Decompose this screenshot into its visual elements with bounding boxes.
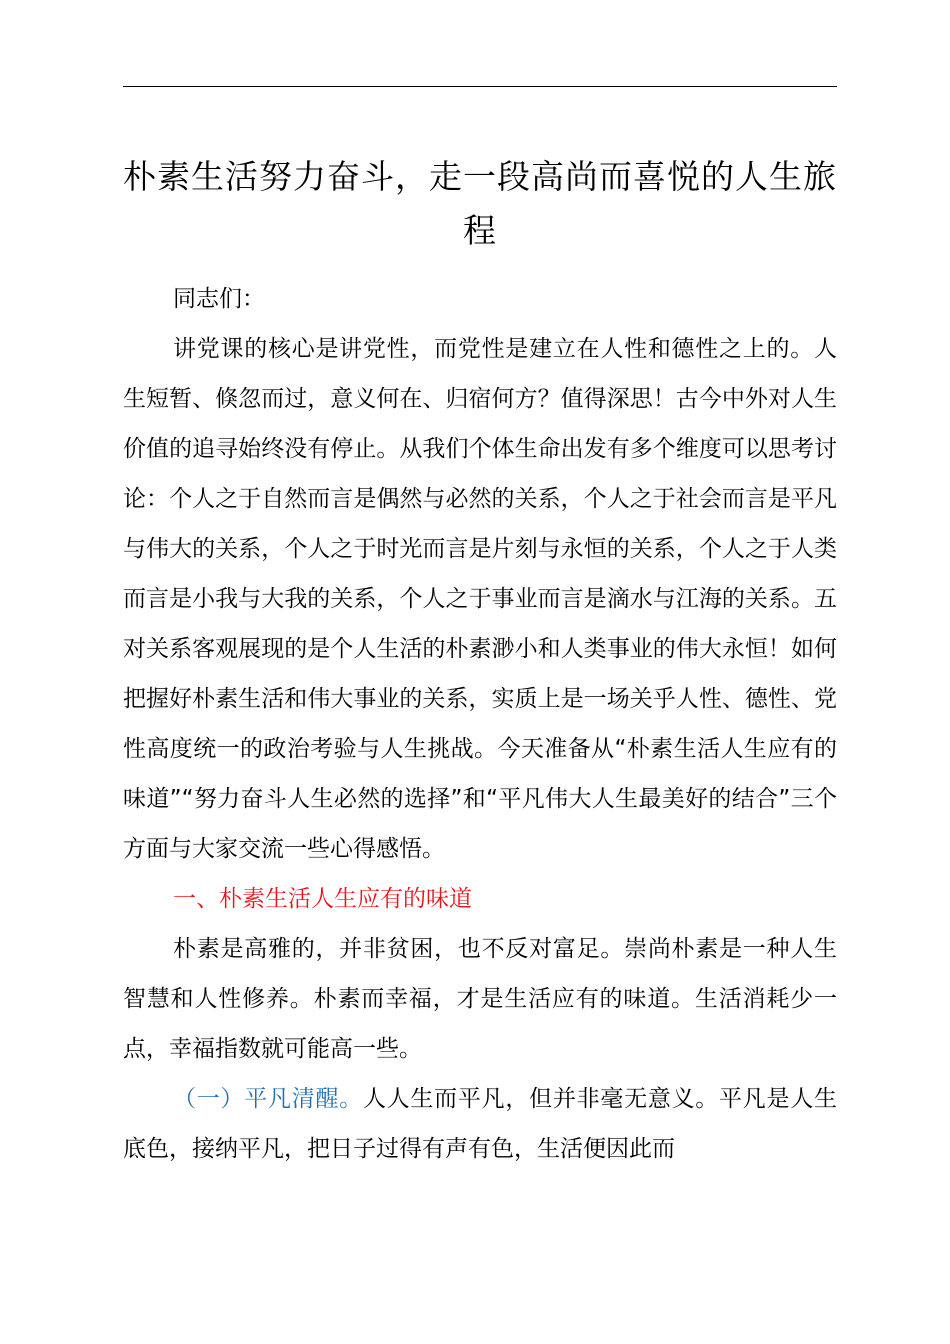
header-rule <box>123 86 837 87</box>
subsection-heading-1: （一）平凡清醒。 <box>173 1086 363 1112</box>
subsection-paragraph-1 <box>123 1074 837 1174</box>
section-heading-1: 一、朴素生活人生应有的味道 <box>173 886 472 912</box>
section-paragraph-1: 朴素是高雅的，并非贫困，也不反对富足。崇尚朴素是一种人生智慧和人性修养。朴素而幸福，才是生活应有的味道。生活消耗少一点，幸福指数就可能高一些。 <box>123 936 837 1062</box>
intro-paragraph: 讲党课的核心是讲党性，而党性是建立在人性和德性之上的。人生短暂、倏忽而过，意义何在、归宿何方？值得深思！古今中外对人生价值的追寻始终没有停止。从我们个体生命出发有多个维度可以思考讨论：个人之于自然而言是偶然与必然的关系，个人之于社会而言是平凡与伟大的关系，个人之于时光而言是片刻与永恒的关系，个人之于人类而言是小我与大我的关系，个人之于事业而言是滴水与江海的关系。五对关系客观展现的是个人生活的朴素渺小和人类事业的伟大永恒！如何把握好朴素生活和伟大事业的关系，实质上是一场关乎人性、德性、党性高度统一的政治考验与人生挑战。今天准备从“朴素生活人生应有的味道”“努力奋斗人生必然的选择”和“平凡伟大人生最美好的结合”三个方面与大家交流一些心得感悟。 <box>123 336 837 862</box>
greeting: 同志们： <box>173 286 265 312</box>
document-body <box>123 274 837 1174</box>
subsection-text-1: 人人生而平凡，但并非毫无意义。平凡是人生底色，接纳平凡，把日子过得有声有色，生活便因此而 <box>123 1086 838 1162</box>
document-title: 朴素生活努力奋斗，走一段高尚而喜悦的人生旅程 <box>123 157 837 250</box>
